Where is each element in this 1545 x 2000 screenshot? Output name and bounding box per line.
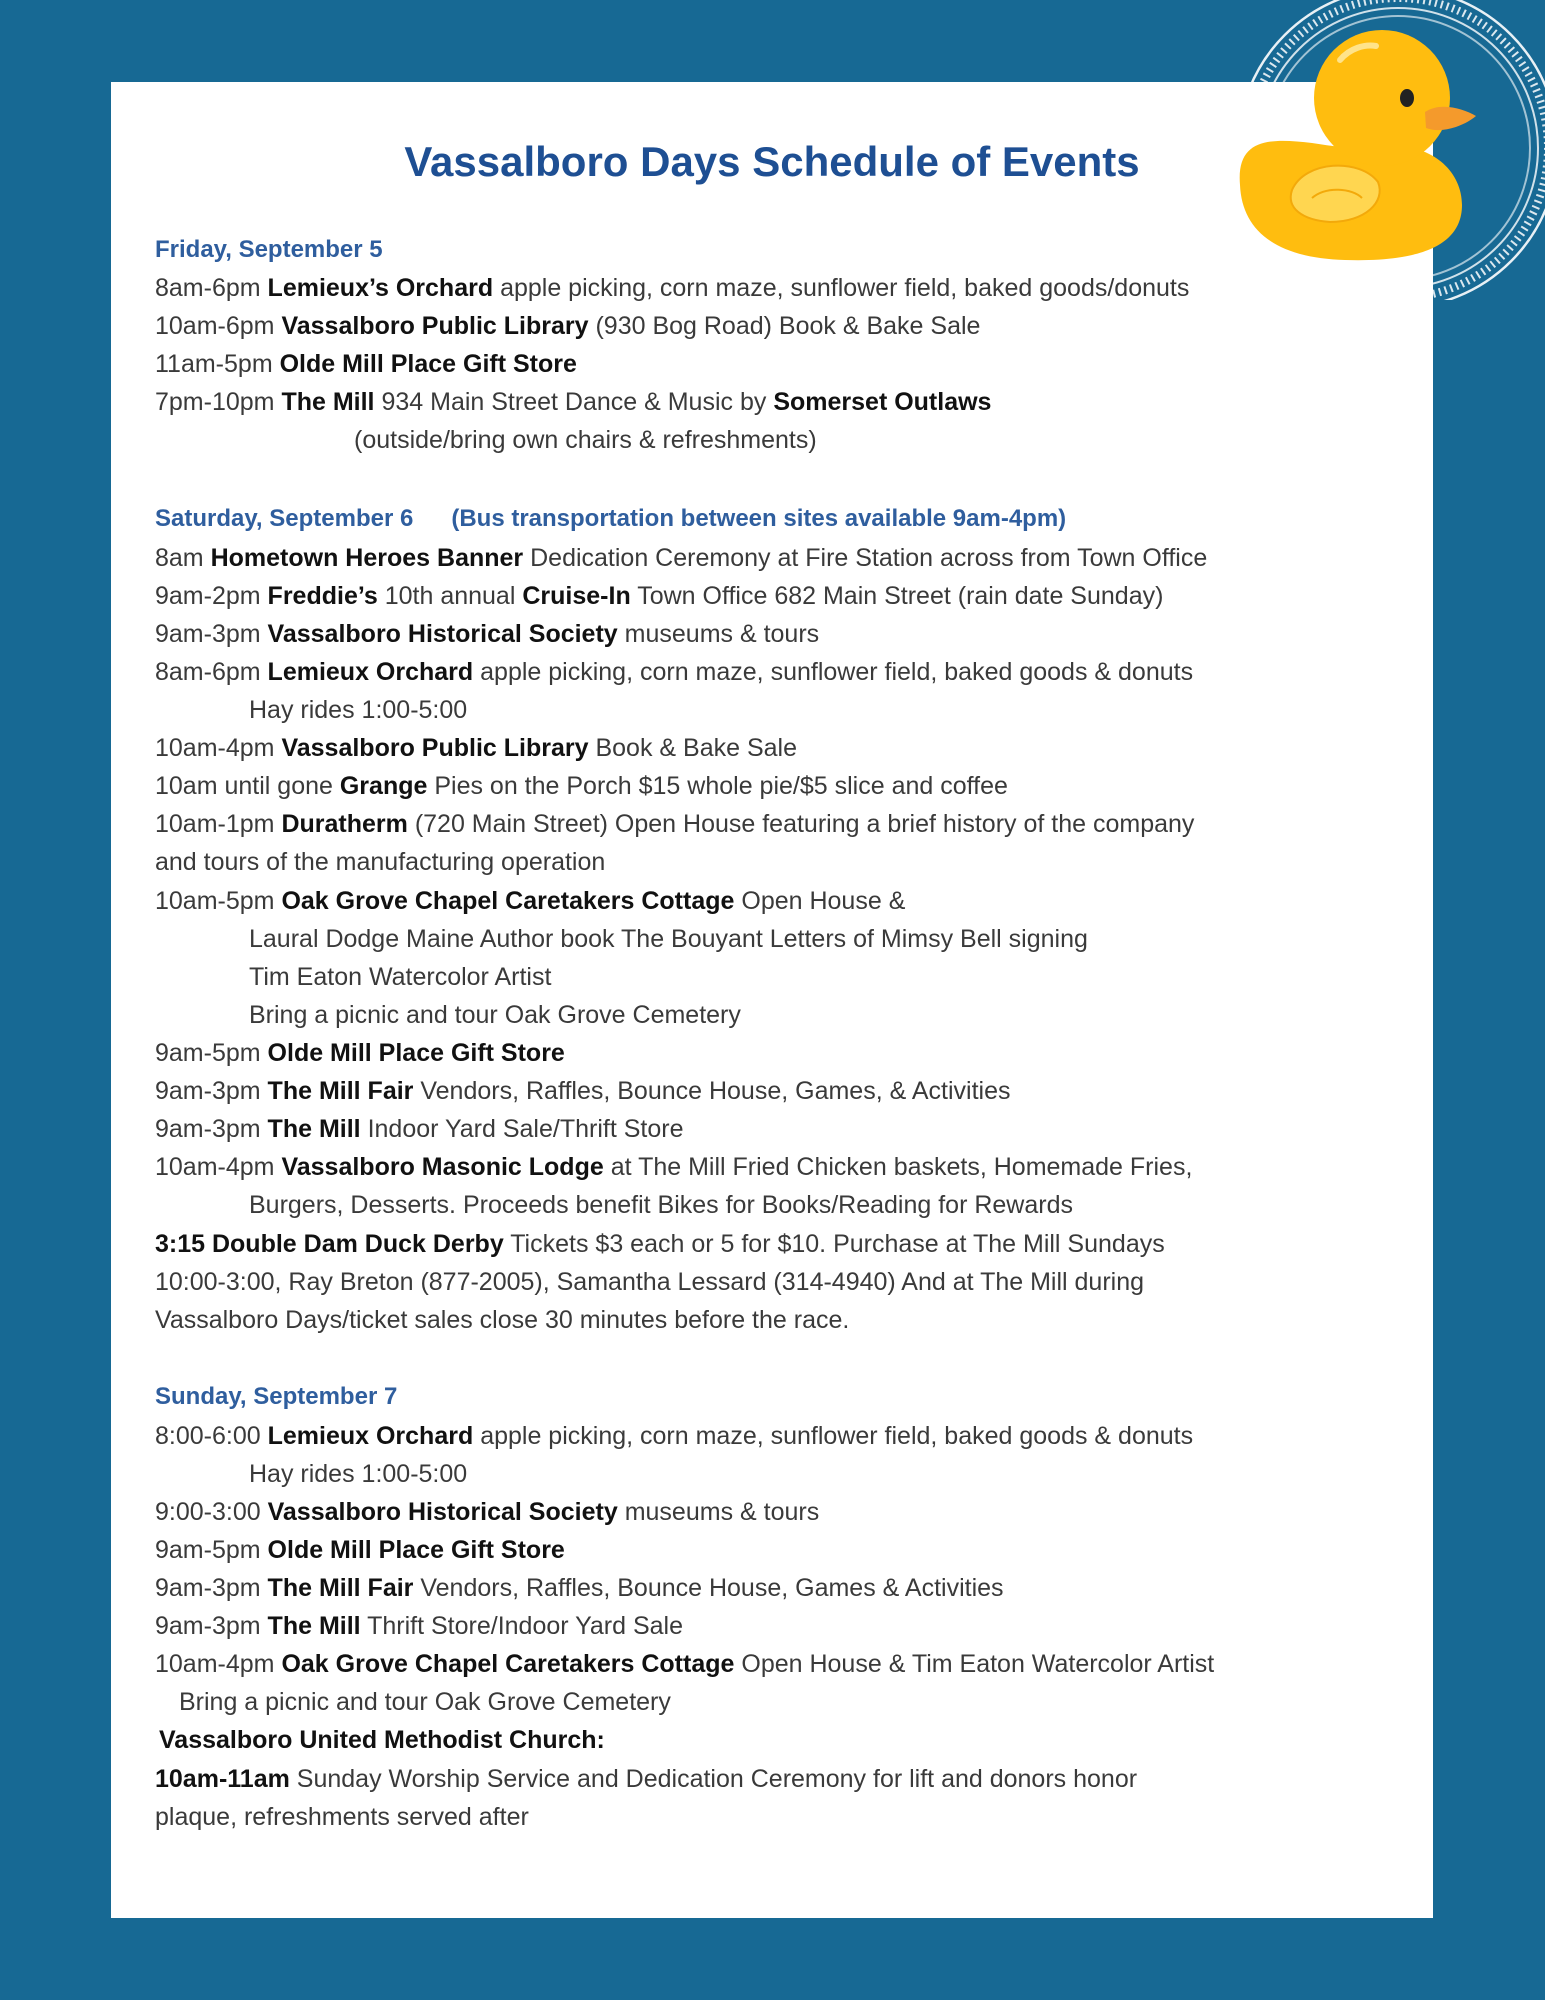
event-line: 10am-1pm Duratherm (720 Main Street) Open House featuring a brief history of the company bbox=[155, 810, 1195, 838]
event-line: 10am-6pm Vassalboro Public Library (930 Bog Road) Book & Bake Sale bbox=[155, 312, 981, 340]
event-line-continued: Laural Dodge Maine Author book The Bouyant Letters of Mimsy Bell signing bbox=[249, 925, 1088, 953]
event-line-continued: Hay rides 1:00-5:00 bbox=[249, 1460, 468, 1488]
event-line: 9am-3pm The Mill Fair Vendors, Raffles, Bounce House, Games & Activities bbox=[155, 1574, 1004, 1602]
event-line: 8am-6pm Lemieux Orchard apple picking, corn maze, sunflower field, baked goods & donuts bbox=[155, 658, 1194, 686]
schedule-sheet bbox=[111, 82, 1433, 1918]
event-line: 10am-4pm Vassalboro Masonic Lodge at The Mill Fried Chicken baskets, Homemade Fries, bbox=[155, 1153, 1193, 1181]
event-line: 9:00-3:00 Vassalboro Historical Society museums & tours bbox=[155, 1498, 820, 1526]
event-line: 10am-4pm Oak Grove Chapel Caretakers Cottage Open House & Tim Eaton Watercolor Artist bbox=[155, 1650, 1215, 1678]
day-heading-friday: Friday, September 5 bbox=[155, 236, 383, 263]
event-line-continued: Tim Eaton Watercolor Artist bbox=[249, 963, 552, 991]
event-line-continued: 10:00-3:00, Ray Breton (877-2005), Samantha Lessard (314-4940) And at The Mill during bbox=[155, 1268, 1145, 1296]
event-line: 8am Hometown Heroes Banner Dedication Ceremony at Fire Station across from Town Office bbox=[155, 544, 1208, 572]
event-line: 9am-3pm Vassalboro Historical Society museums & tours bbox=[155, 620, 820, 648]
event-line: 9am-5pm Olde Mill Place Gift Store bbox=[155, 1536, 565, 1564]
event-line: 10am until gone Grange Pies on the Porch $15 whole pie/$5 slice and coffee bbox=[155, 772, 1008, 800]
event-line: 9am-2pm Freddie’s 10th annual Cruise-In Town Office 682 Main Street (rain date Sunday) bbox=[155, 582, 1164, 610]
day-heading-saturday: Saturday, September 6 (Bus transportation between sites available 9am-4pm) bbox=[155, 505, 1067, 532]
event-line: 10am-4pm Vassalboro Public Library Book & Bake Sale bbox=[155, 734, 797, 762]
event-line: 9am-5pm Olde Mill Place Gift Store bbox=[155, 1039, 565, 1067]
day-heading-sunday: Sunday, September 7 bbox=[155, 1383, 398, 1410]
event-line-continued: Burgers, Desserts. Proceeds benefit Bikes for Books/Reading for Rewards bbox=[249, 1191, 1073, 1219]
event-line: 9am-3pm The Mill Fair Vendors, Raffles, Bounce House, Games, & Activities bbox=[155, 1077, 1011, 1105]
event-line-continued: Hay rides 1:00-5:00 bbox=[249, 696, 468, 724]
event-line-continued: (outside/bring own chairs & refreshments) bbox=[354, 426, 817, 454]
page-title: Vassalboro Days Schedule of Events bbox=[404, 138, 1140, 185]
duck-derby-line: 3:15 Double Dam Duck Derby Tickets $3 each or 5 for $10. Purchase at The Mill Sundays bbox=[155, 1230, 1165, 1258]
event-line: 9am-3pm The Mill Thrift Store/Indoor Yard Sale bbox=[155, 1612, 684, 1640]
bus-transport-note: (Bus transportation between sites available 9am-4pm) bbox=[451, 505, 1067, 532]
event-line-continued: and tours of the manufacturing operation bbox=[155, 848, 606, 876]
event-line: 11am-5pm Olde Mill Place Gift Store bbox=[155, 350, 577, 378]
rubber-duck-icon bbox=[1230, 0, 1545, 300]
event-line-continued: plaque, refreshments served after bbox=[155, 1803, 529, 1831]
event-line-continued: Vassalboro Days/ticket sales close 30 minutes before the race. bbox=[155, 1306, 850, 1334]
event-line-continued: Bring a picnic and tour Oak Grove Cemetery bbox=[179, 1688, 671, 1716]
event-line: 10am-11am Sunday Worship Service and Dedication Ceremony for lift and donors honor bbox=[155, 1765, 1138, 1793]
event-line: 10am-5pm Oak Grove Chapel Caretakers Cottage Open House & bbox=[155, 887, 906, 915]
event-line-continued: Bring a picnic and tour Oak Grove Cemetery bbox=[249, 1001, 741, 1029]
event-line: 9am-3pm The Mill Indoor Yard Sale/Thrift Store bbox=[155, 1115, 684, 1143]
event-line: 7pm-10pm The Mill 934 Main Street Dance & Music by Somerset Outlaws bbox=[155, 388, 992, 416]
event-line: 8:00-6:00 Lemieux Orchard apple picking, corn maze, sunflower field, baked goods & donuts bbox=[155, 1422, 1194, 1450]
event-line: 8am-6pm Lemieux’s Orchard apple picking, corn maze, sunflower field, baked goods/donuts bbox=[155, 274, 1190, 302]
church-heading: Vassalboro United Methodist Church: bbox=[159, 1726, 605, 1754]
